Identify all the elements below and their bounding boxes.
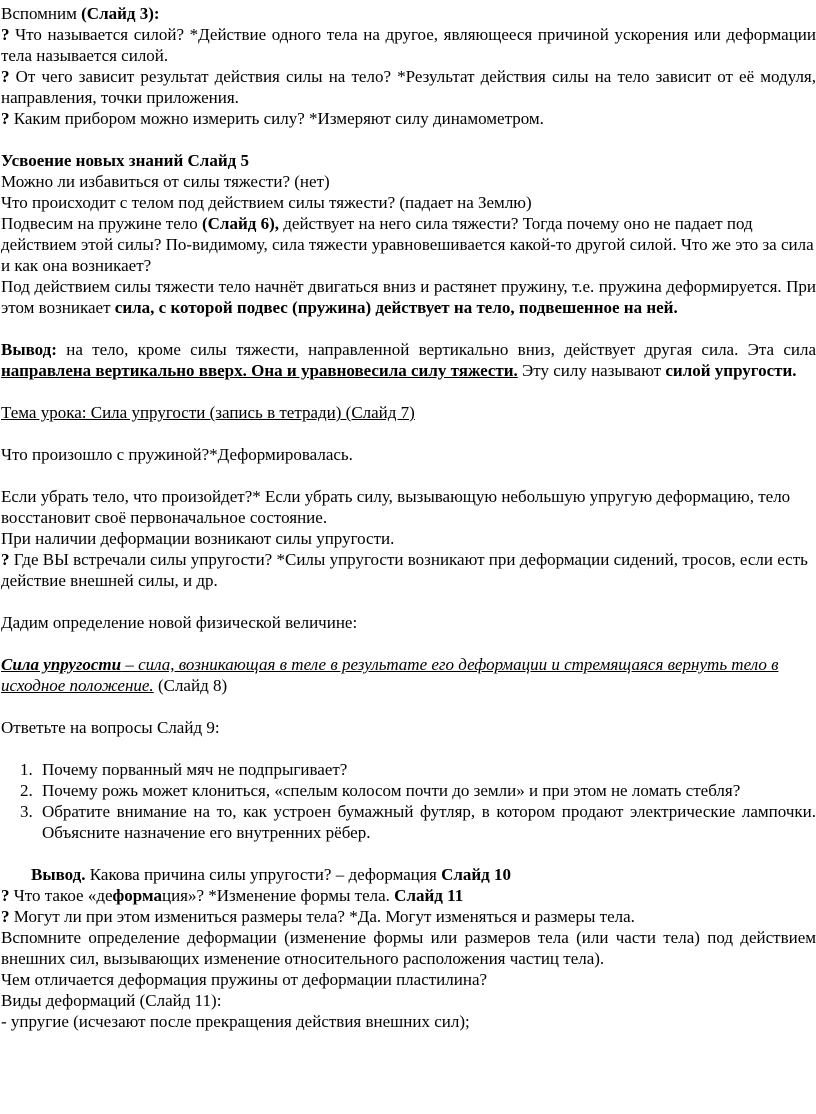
text-run: Что такое «де (9, 886, 113, 905)
paragraph: - упругие (исчезают после прекращения действия внешних сил); (1, 1012, 470, 1031)
question-mark: ? (1, 907, 10, 926)
list-text: Почему рожь может клониться, «спелым колосом почти до земли» и при этом не ломать стебля? (42, 781, 741, 800)
list-number: 1. (20, 760, 33, 779)
new-knowledge-heading (1, 150, 816, 171)
recall-question-1 (1, 24, 816, 66)
lesson-topic (1, 402, 816, 423)
question-mark: ? (1, 886, 10, 905)
size-question (1, 906, 816, 927)
where-question (1, 549, 816, 591)
text-run: Под действием силы тяжести тело начнёт двигаться вниз и растянет пружину, т.е. пружина деформируется. При этом возникает (1, 277, 816, 317)
spacer (1, 843, 816, 864)
form-question (1, 885, 816, 906)
paragraph: Вспомните определение деформации (изменение формы или размеров тела (или части тела) под действием внешних сил, вызывающих изменение относительного расположения частиц тела). (1, 928, 816, 968)
conclusion-label: Вывод: (1, 340, 57, 359)
topic-text: Тема урока: Сила упругости (запись в тетради) (Слайд 7) (1, 403, 415, 422)
list-text: Почему порванный мяч не подпрыгивает? (42, 760, 348, 779)
slide-ref: Слайд 10 (441, 865, 512, 884)
text-run: Могут ли при этом измениться размеры тела? *Да. Могут изменяться и размеры тела. (9, 907, 635, 926)
definition (1, 654, 816, 696)
paragraph: Если убрать тело, что произойдет?* Если убрать силу, вызывающую небольшую упругую деформацию, тело восстановит своё первоначальное состояние. (1, 487, 791, 527)
spacer (1, 129, 816, 150)
recall-question-2 (1, 66, 816, 108)
text-run: Эту силу называют (517, 361, 666, 380)
question-list (1, 759, 816, 843)
paragraph: Дадим определение новой физической величине: (1, 613, 358, 632)
recall-q1-text: Что называется силой? *Действие одного тела на другое, являющееся причиной ускорения или деформации тела называется силой. (1, 25, 816, 65)
conclusion-2 (1, 864, 816, 885)
text-run: действует на него сила тяжести? Тогда почему оно не падает под действием этой силы? По-видимому, сила тяжести уравновешивается какой-то другой силой. Что же это за сила и как она возникает? (1, 214, 814, 275)
question-mark: ? (1, 109, 10, 128)
paragraph: Ответьте на вопросы Слайд 9: (1, 718, 220, 737)
question-mark: ? (1, 67, 10, 86)
spacer (1, 633, 816, 654)
recall-heading (1, 3, 816, 24)
recall-question-3 (1, 108, 816, 129)
recall-q2-text: От чего зависит результат действия силы на тело? *Результат действия силы на тело зависит от её модуля, направления, точки приложения. (1, 67, 816, 107)
paragraph: Что происходит с телом под действием силы тяжести? (падает на Землю) (1, 193, 532, 212)
recall-lead: Вспомним (1, 4, 82, 23)
spacer (1, 696, 816, 717)
paragraph-force (1, 276, 816, 318)
slide-ref: (Слайд 6), (201, 214, 280, 233)
list-item (1, 780, 816, 801)
spacer (1, 423, 816, 444)
slide-ref: Слайд 11 (394, 886, 464, 905)
list-number: 3. (20, 802, 33, 821)
text-run: Подвесим на пружине тело (1, 214, 202, 233)
list-item (1, 801, 816, 843)
spacer (1, 318, 816, 339)
paragraph: Виды деформаций (Слайд 11): (1, 991, 222, 1010)
text-run: Какова причина силы упругости? – деформация (85, 865, 442, 884)
list-number: 2. (20, 781, 33, 800)
bold-run: силой упругости. (665, 361, 797, 380)
conclusion-label: Вывод. (31, 865, 86, 884)
paragraph: Чем отличается деформация пружины от деформации пластилина? (1, 970, 488, 989)
heading-text: Усвоение новых знаний Слайд 5 (1, 151, 249, 170)
spacer (1, 465, 816, 486)
list-item (1, 759, 816, 780)
recall-slide: (Слайд 3): (81, 4, 160, 23)
bold-run: сила, с которой подвес (пружина) действует на тело, подвешенное на ней. (114, 298, 678, 317)
text-run: Где ВЫ встречали силы упругости? *Силы упругости возникают при деформации сидений, тросов, если есть действие внешней силы, и др. (1, 550, 808, 590)
spacer (1, 381, 816, 402)
text-run: на тело, кроме силы тяжести, направленной вертикально вниз, действует другая сила. Эта сила (56, 340, 816, 359)
definition-term: Сила упругости (1, 655, 122, 674)
paragraph: Можно ли избавиться от силы тяжести? (нет) (1, 172, 330, 191)
bold-underlined-run: направлена вертикально вверх. Она и уравновесила силу тяжести. (1, 361, 518, 380)
recall-q3-text: Каким прибором можно измерить силу? *Измеряют силу динамометром. (9, 109, 544, 128)
question-mark: ? (1, 25, 10, 44)
slide-ref: (Слайд 8) (153, 676, 228, 695)
question-mark: ? (1, 550, 10, 569)
list-text: Обратите внимание на то, как устроен бумажный футляр, в котором продают электрические лампочки. Объясните назначение его внутренних рёбер. (42, 802, 816, 842)
paragraph-spring (1, 213, 816, 276)
definition-text: – сила, возникающая в теле в результате его деформации и стремящаяся вернуть тело в исходное положение. (1, 655, 779, 695)
spacer (1, 591, 816, 612)
paragraph: При наличии деформации возникают силы упругости. (1, 529, 395, 548)
text-run: ция»? *Изменение формы тела. (161, 886, 395, 905)
conclusion-1 (1, 339, 816, 381)
spacer (1, 738, 816, 759)
bold-run: форма (112, 886, 162, 905)
paragraph: Что произошло с пружиной?*Деформировалась. (1, 445, 353, 464)
